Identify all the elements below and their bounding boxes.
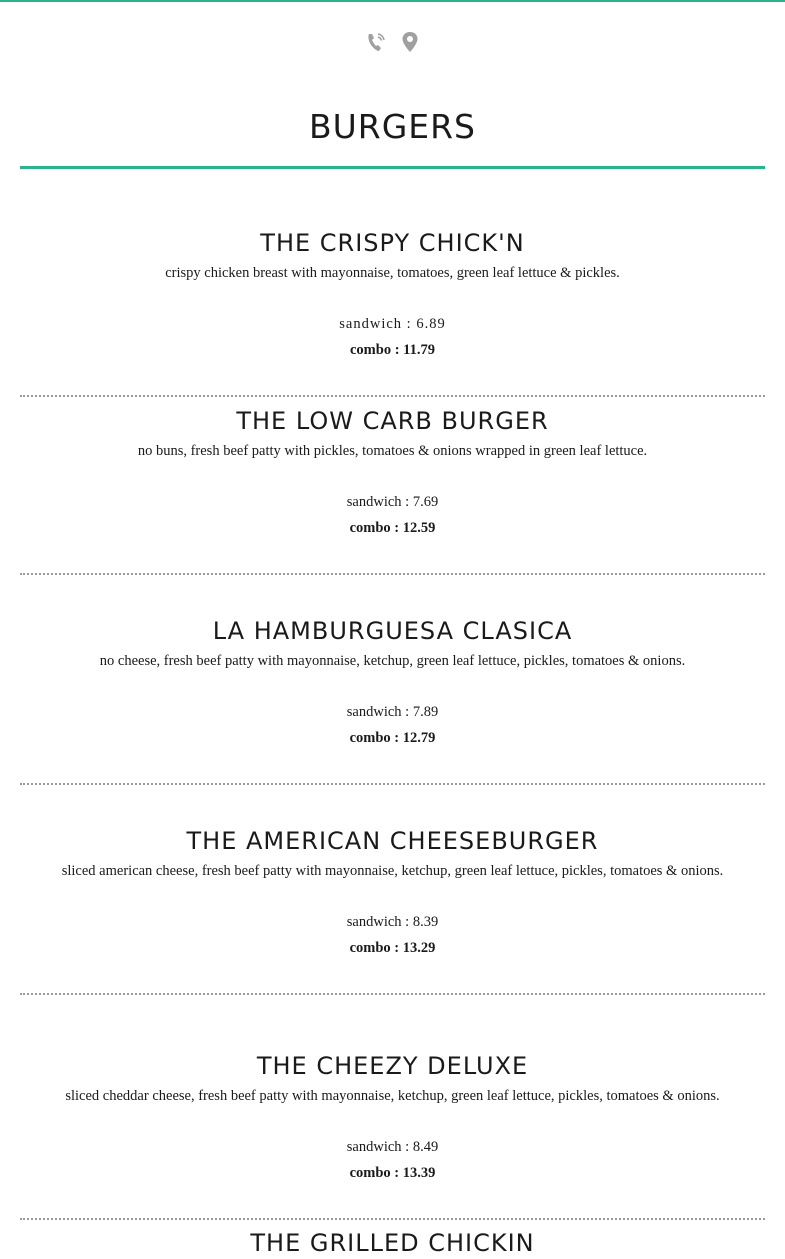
combo-price: combo : 12.59	[349, 520, 436, 536]
item-divider	[20, 1218, 765, 1220]
item-description: crispy chicken breast with mayonnaise, tomatoes, green leaf lettuce & pickles.	[165, 265, 620, 281]
item-name: LA HAMBURGUESA CLASICA	[212, 617, 573, 645]
item-divider	[20, 573, 765, 575]
menu-item-hamburguesa-clasica	[20, 615, 765, 748]
top-accent-rule	[0, 0, 785, 2]
menu-item-american-cheeseburger	[20, 825, 765, 958]
menu-item-cheezy-deluxe	[20, 1050, 765, 1183]
item-description: sliced cheddar cheese, fresh beef patty with mayonnaise, ketchup, green leaf lettuce, pickles, tomatoes & onions.	[65, 1088, 720, 1104]
combo-price: combo : 13.39	[349, 1165, 436, 1181]
item-description: no cheese, fresh beef patty with mayonnaise, ketchup, green leaf lettuce, pickles, tomatoes & onions.	[99, 653, 686, 669]
sandwich-price: sandwich : 7.89	[346, 704, 439, 720]
location-pin-icon[interactable]	[399, 30, 421, 54]
contact-icons	[0, 30, 785, 54]
section-title-underline	[20, 166, 765, 169]
item-name: THE LOW CARB BURGER	[236, 407, 549, 435]
item-name: THE CHEEZY DELUXE	[256, 1052, 529, 1080]
combo-price: combo : 12.79	[349, 730, 436, 746]
combo-price: combo : 13.29	[349, 940, 436, 956]
phone-icon[interactable]	[365, 30, 387, 54]
sandwich-price: sandwich : 6.89	[339, 316, 446, 332]
sandwich-price: sandwich : 7.69	[346, 494, 439, 510]
item-divider	[20, 783, 765, 785]
sandwich-price: sandwich : 8.39	[346, 914, 439, 930]
menu-item-crispy-chickn	[20, 227, 765, 360]
item-description: sliced american cheese, fresh beef patty with mayonnaise, ketchup, green leaf lettuce, pickles, tomatoes & onions.	[61, 863, 724, 879]
sandwich-price: sandwich : 8.49	[346, 1139, 439, 1155]
section-title: BURGERS	[308, 107, 477, 146]
item-name: THE CRISPY CHICK'N	[260, 229, 525, 257]
item-divider	[20, 993, 765, 995]
item-description: no buns, fresh beef patty with pickles, tomatoes & onions wrapped in green leaf lettuce.	[137, 443, 648, 459]
combo-price: combo : 11.79	[350, 342, 435, 358]
item-name: THE AMERICAN CHEESEBURGER	[186, 827, 599, 855]
menu-item-grilled-chickin	[20, 1227, 765, 1259]
menu-item-low-carb-burger	[20, 405, 765, 538]
item-divider	[20, 395, 765, 397]
item-name: THE GRILLED CHICKIN	[250, 1229, 535, 1257]
